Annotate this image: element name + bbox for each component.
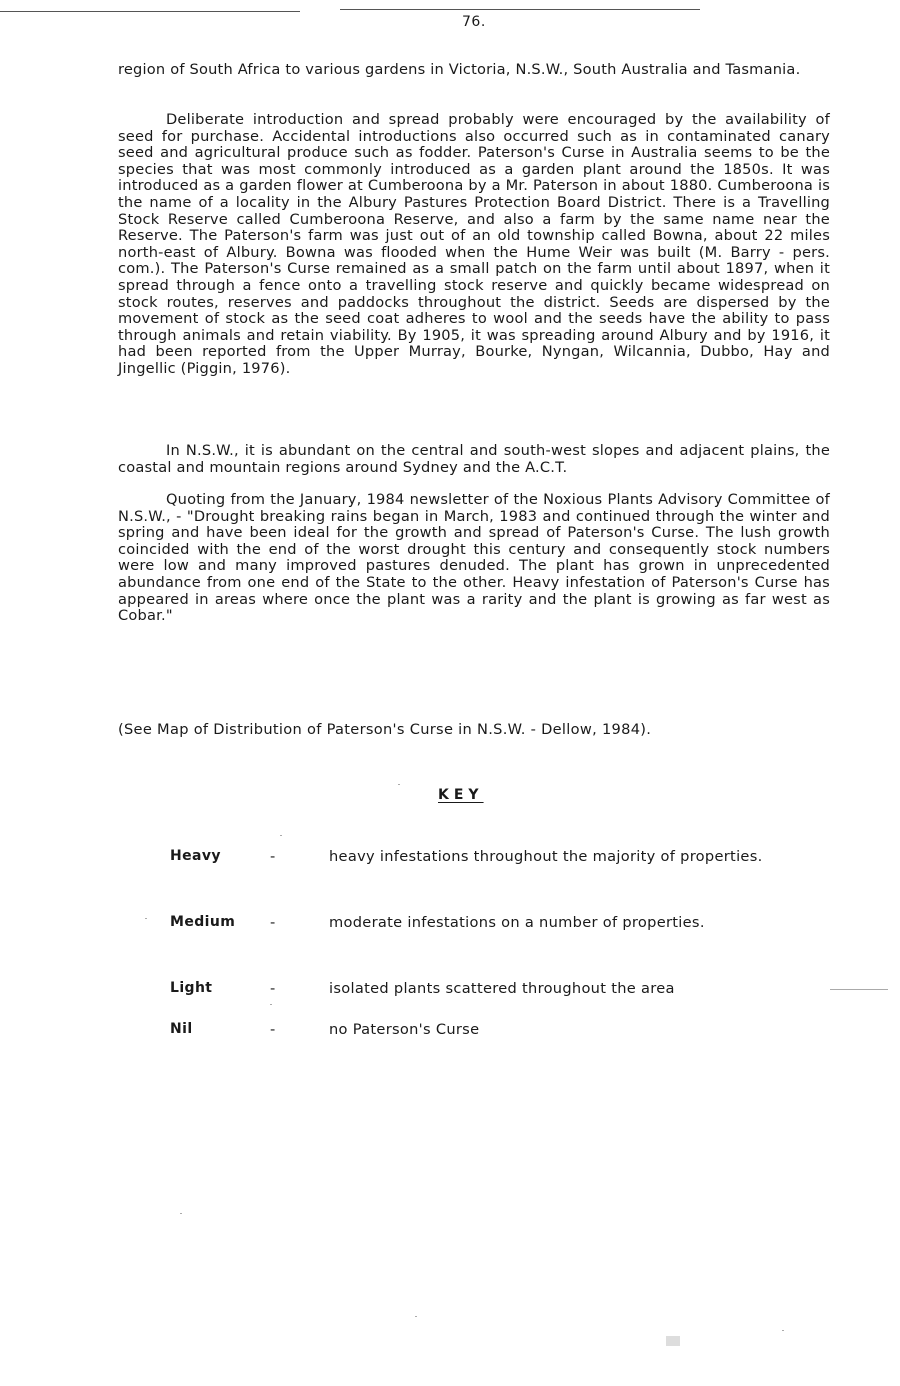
header-rule-left [0, 11, 300, 12]
key-description: heavy infestations throughout the majority of properties. [329, 848, 763, 865]
key-title: KEY [438, 787, 484, 803]
paragraph-continuation: region of South Africa to various gardens in Victoria, N.S.W., South Australia and Tasmania. [118, 61, 801, 78]
page-number: 76. [462, 14, 486, 30]
scan-speck [782, 1330, 784, 1331]
scan-speck [280, 835, 282, 836]
scan-speck [270, 1004, 272, 1005]
map-reference: (See Map of Distribution of Paterson's Curse in N.S.W. - Dellow, 1984). [118, 721, 652, 738]
key-description: no Paterson's Curse [329, 1021, 480, 1038]
scan-speck [666, 1336, 680, 1346]
scan-speck [415, 1316, 417, 1317]
scan-speck [180, 1213, 182, 1214]
key-term: Medium [170, 914, 236, 930]
key-term: Nil [170, 1021, 193, 1037]
key-dash: - [270, 1021, 276, 1038]
scan-speck [398, 784, 400, 785]
key-dash: - [270, 848, 276, 865]
key-description: moderate infestations on a number of properties. [329, 914, 705, 931]
scan-speck [830, 989, 888, 990]
key-dash: - [270, 980, 276, 997]
header-rule-right [340, 9, 700, 10]
key-description: isolated plants scattered throughout the area [329, 980, 675, 997]
scan-speck [145, 918, 147, 919]
key-term: Heavy [170, 848, 221, 864]
paragraph-newsletter-quote: Quoting from the January, 1984 newsletter of the Noxious Plants Advisory Committee of N.S.W., - "Drought breaking rains began in March, 1983 and continued through the winter and spring and have been ideal for the growth and spread of Paterson's Curse. The lush growth coincided with the end of the worst drought this century and consequently stock numbers were low and many improved pastures denuded. The plant has grown in unprecedented abundance from one end of the State to the other. Heavy infestation of Paterson's Curse has appeared in areas where once the plant was a rarity and the plant is growing as far west as Cobar." [118, 491, 830, 625]
key-term: Light [170, 980, 213, 996]
paragraph-introduction: Deliberate introduction and spread probably were encouraged by the availability of seed for purchase. Accidental introductions also occurred such as in contaminated canary seed and agricultural produce such as fodder. Paterson's Curse in Australia seems to be the species that was most commonly introduced as a garden plant around the 1850s. It was introduced as a garden flower at Cumberoona by a Mr. Paterson in about 1880. Cumberoona is the name of a locality in the Albury Pastures Protection Board District. There is a Travelling Stock Reserve called Cumberoona Reserve, and also a farm by the same name near the Reserve. The Paterson's farm was just out of an old township called Bowna, about 22 miles north-east of Albury. Bowna was flooded when the Hume Weir was built (M. Barry - pers. com.). The Paterson's Curse remained as a small patch on the farm until about 1897, when it spread through a fence onto a travelling stock reserve and quickly became widespread on stock routes, reserves and paddocks throughout the district. Seeds are dispersed by the movement of stock as the seed coat adheres to wool and the seeds have the ability to pass through animals and retain viability. By 1905, it was spreading around Albury and by 1916, it had been reported from the Upper Murray, Bourke, Nyngan, Wilcannia, Dubbo, Hay and Jingellic (Piggin, 1976). [118, 111, 830, 377]
paragraph-nsw-distribution: In N.S.W., it is abundant on the central and south-west slopes and adjacent plains, the coastal and mountain regions around Sydney and the A.C.T. [118, 442, 830, 476]
key-dash: - [270, 914, 276, 931]
